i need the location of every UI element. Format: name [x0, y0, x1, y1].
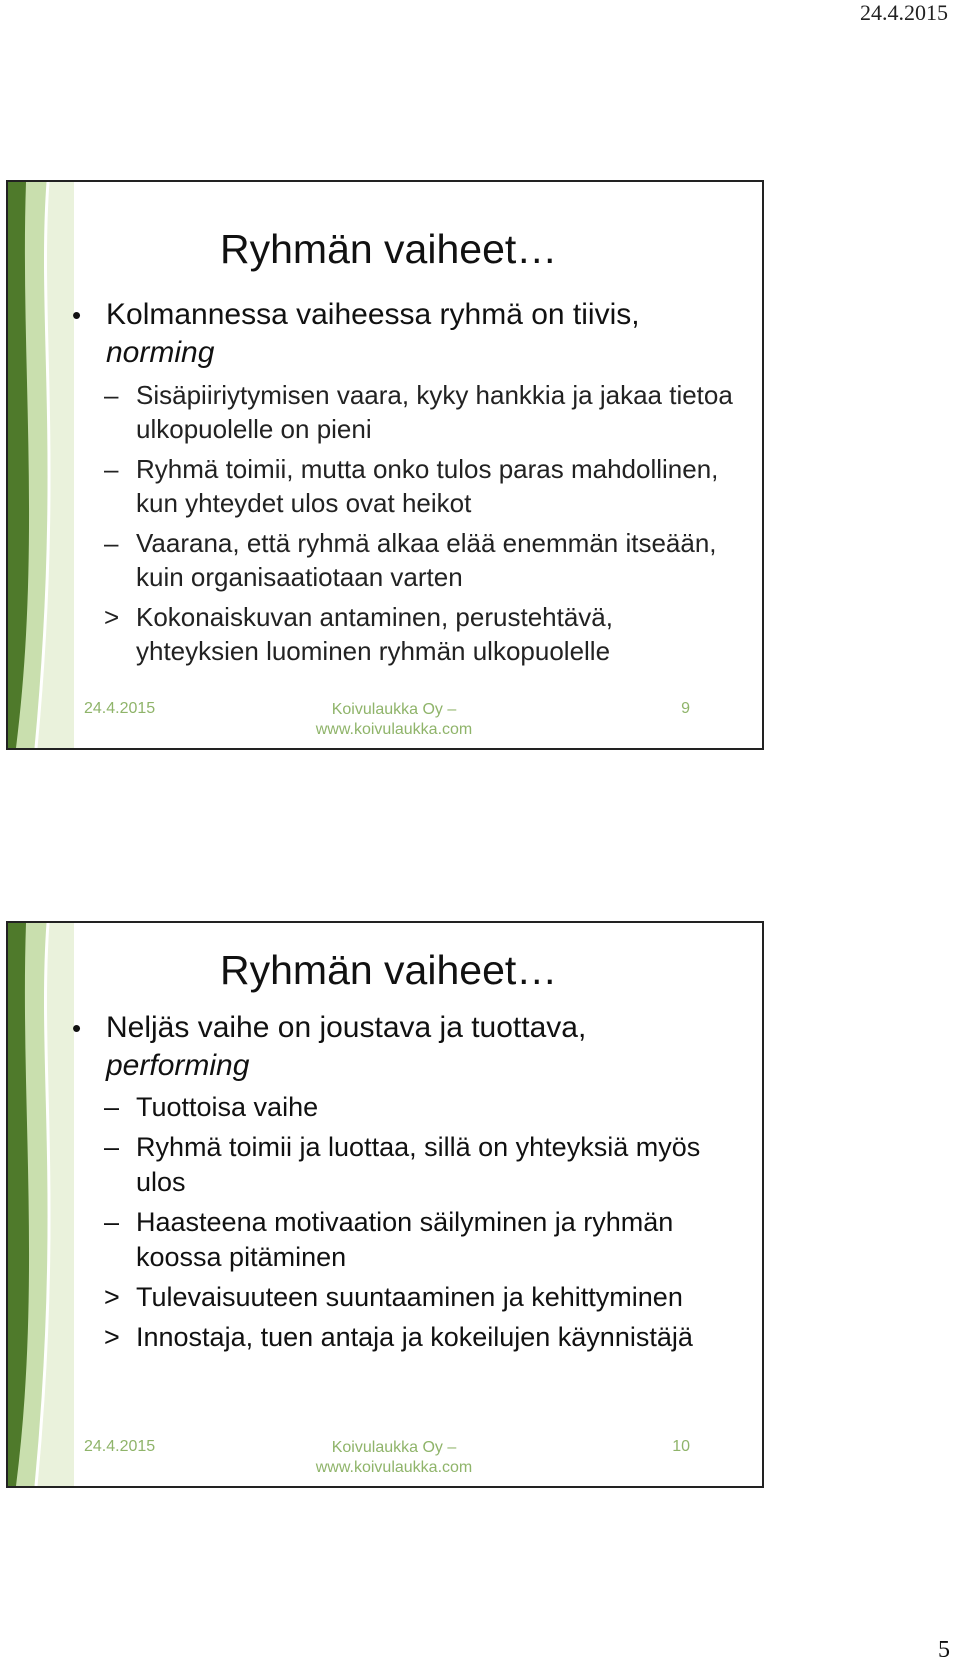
sub-item — [68, 378, 742, 446]
sub-item-text: Innostaja, tuen antaja ja kokeilujen käynnistäjä — [136, 1322, 693, 1352]
arrow-marker: > — [104, 1282, 120, 1312]
sub-item-text: Tuottoisa vaihe — [136, 1092, 319, 1122]
footer-date: 24.4.2015 — [84, 700, 156, 717]
bullet-dot-icon: • — [72, 1013, 82, 1043]
sub-item-text: Haasteena motivaation säilyminen ja ryhmän koossa pitäminen — [136, 1207, 674, 1272]
dash-marker: – — [104, 380, 119, 410]
sub-item-text: Ryhmä toimii, mutta onko tulos paras mahdollinen, kun yhteydet ulos ovat heikot — [136, 454, 719, 518]
footer-company-name: Koivulaukka Oy – — [331, 1439, 457, 1456]
sub-item — [68, 1320, 742, 1355]
dash-marker: – — [104, 1092, 120, 1122]
slide-number: 9 — [681, 700, 690, 717]
slide-title: Ryhmän vaiheet… — [220, 226, 558, 272]
footer-date: 24.4.2015 — [84, 1438, 156, 1455]
footer-company-name: Koivulaukka Oy – — [331, 701, 457, 718]
page-number: 5 — [938, 1637, 950, 1663]
slide-number: 10 — [672, 1438, 690, 1455]
bullet-text: Kolmannessa vaiheessa ryhmä on tiivis, — [106, 298, 640, 331]
sub-item-text: Vaarana, että ryhmä alkaa elää enemmän itseään, kuin organisaatiotaan varten — [136, 528, 717, 592]
sub-item-text: Kokonaiskuvan antaminen, perustehtävä, yhteyksien luominen ryhmän ulkopuolelle — [136, 602, 613, 666]
footer-company — [304, 700, 484, 740]
bullet-term: performing — [106, 1049, 250, 1082]
sub-item — [68, 1130, 742, 1200]
slide-title: Ryhmän vaiheet… — [220, 947, 558, 993]
bullet-text: Neljäs vaihe on joustava ja tuottava, — [106, 1011, 587, 1044]
dash-marker: – — [104, 1132, 120, 1162]
slide-footer — [8, 1438, 762, 1478]
bullet-term: norming — [106, 336, 215, 369]
sub-item-text: Sisäpiiriytymisen vaara, kyky hankkia ja jakaa tietoa ulkopuolelle on pieni — [136, 380, 733, 444]
page-header-date: 24.4.2015 — [860, 0, 948, 25]
main-bullet — [68, 296, 742, 372]
green-stripe-decoration — [8, 923, 74, 1486]
sub-item-text: Ryhmä toimii ja luottaa, sillä on yhteyksiä myös ulos — [136, 1132, 701, 1197]
dash-marker: – — [104, 528, 119, 558]
sub-item — [68, 1280, 742, 1315]
slide-9 — [6, 180, 764, 750]
slide-content — [68, 1009, 742, 1355]
sub-item-text: Tulevaisuuteen suuntaaminen ja kehittyminen — [136, 1282, 683, 1312]
sub-item — [68, 1090, 742, 1125]
green-stripe-decoration — [8, 182, 74, 748]
main-bullet — [68, 1009, 742, 1085]
arrow-marker: > — [104, 602, 120, 632]
slide-content — [68, 296, 742, 668]
sub-item — [68, 526, 742, 594]
footer-url: www.koivulaukka.com — [315, 721, 473, 738]
footer-url: www.koivulaukka.com — [315, 1459, 473, 1476]
arrow-marker: > — [104, 1322, 120, 1352]
slide-10 — [6, 921, 764, 1488]
dash-marker: – — [104, 1207, 120, 1237]
sub-item — [68, 1205, 742, 1275]
footer-company — [304, 1438, 484, 1478]
sub-item — [68, 452, 742, 520]
bullet-dot-icon: • — [72, 300, 82, 330]
slide-footer — [8, 700, 762, 740]
sub-item — [68, 600, 742, 668]
dash-marker: – — [104, 454, 119, 484]
